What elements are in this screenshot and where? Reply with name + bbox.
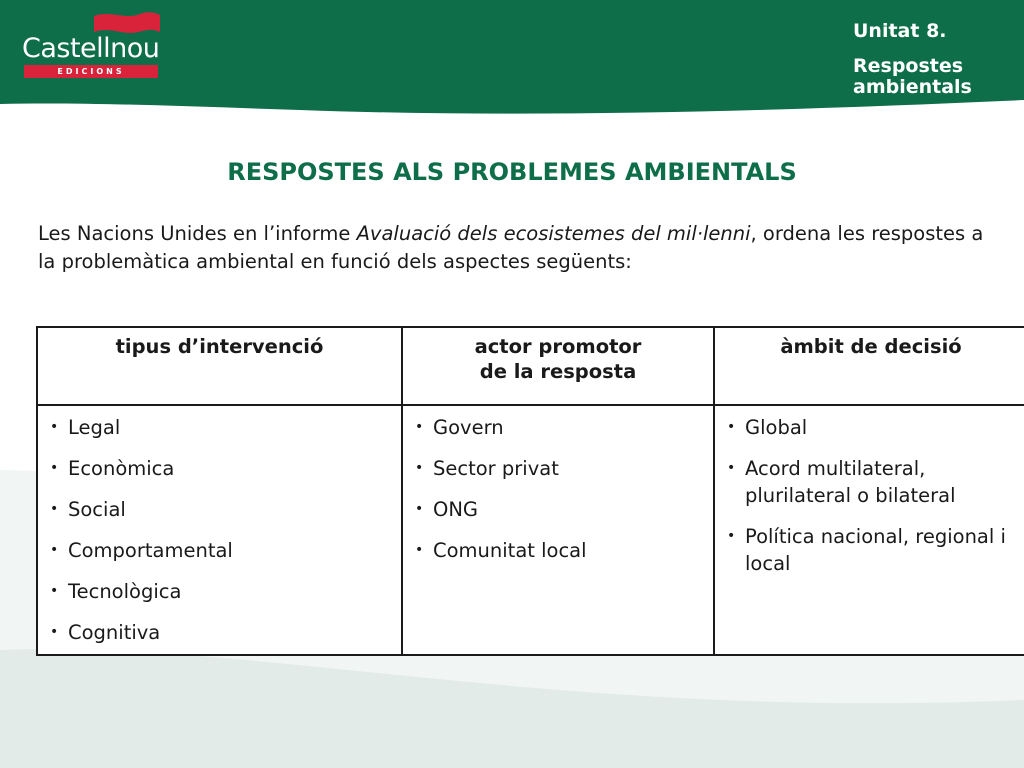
table-header-row xyxy=(37,327,1024,405)
list-item: • Comportamental xyxy=(48,537,393,564)
intro-text-after: , ordena les respostes a la problemàtica ambiental en funció dels aspectes següents: xyxy=(38,222,984,273)
cell-promoting-actors xyxy=(402,405,714,655)
header-promoting-actor xyxy=(402,327,714,405)
header-label: tipus d’intervenció xyxy=(115,335,324,358)
table-row xyxy=(37,405,1024,655)
list-item: • Global xyxy=(725,414,1019,441)
header-label: àmbit de decisió xyxy=(780,335,962,358)
header-decision-scope xyxy=(714,327,1024,405)
publisher-logo xyxy=(22,10,162,80)
intro-paragraph xyxy=(38,220,988,276)
list-item: • Social xyxy=(48,496,393,523)
logo-brand-text: Castellnou xyxy=(22,33,160,64)
header-label: de la resposta xyxy=(479,360,637,383)
header-intervention-type xyxy=(37,327,402,405)
cell-intervention-types xyxy=(37,405,402,655)
decision-scope-list xyxy=(725,414,1019,577)
intro-text-before: Les Nacions Unides en l’informe xyxy=(38,222,357,245)
list-item: • Acord multilateral, plurilateral o bilateral xyxy=(725,455,1019,509)
list-item: • Cognitiva xyxy=(48,619,393,646)
header-label: actor promotor xyxy=(474,335,642,358)
unit-subtitle: Respostes ambientals xyxy=(853,55,972,98)
list-item: • Política nacional, regional i local xyxy=(725,523,1019,577)
responses-table xyxy=(36,326,1024,656)
unit-title: Unitat 8. xyxy=(853,20,947,42)
intervention-type-list xyxy=(48,414,393,646)
promoting-actor-list xyxy=(413,414,705,564)
page-title: RESPOSTES ALS PROBLEMES AMBIENTALS xyxy=(227,158,797,186)
list-item: • Govern xyxy=(413,414,705,441)
list-item: • Econòmica xyxy=(48,455,393,482)
list-item: • Sector privat xyxy=(413,455,705,482)
unit-label xyxy=(853,20,1013,98)
cell-decision-scopes xyxy=(714,405,1024,655)
logo-sub-text: EDICIONS xyxy=(24,65,158,78)
list-item: • Legal xyxy=(48,414,393,441)
list-item: • Comunitat local xyxy=(413,537,705,564)
list-item: • ONG xyxy=(413,496,705,523)
list-item: • Tecnològica xyxy=(48,578,393,605)
report-title: Avaluació dels ecosistemes del mil·lenni xyxy=(356,222,751,245)
